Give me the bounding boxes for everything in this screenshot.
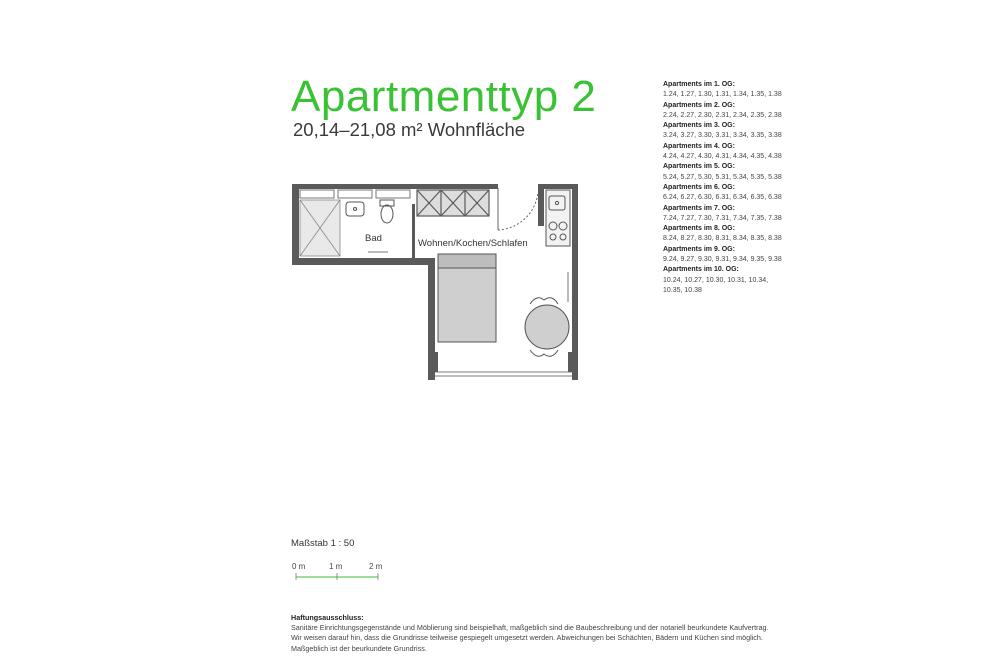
apartment-group-numbers: 3.24, 3.27, 3.30, 3.31, 3.34, 3.35, 3.38 xyxy=(663,132,782,140)
apartment-group-heading: Apartments im 7. OG: xyxy=(663,204,735,212)
wall-top-left xyxy=(292,184,498,189)
apartment-group-heading: Apartments im 4. OG: xyxy=(663,142,735,150)
wardrobe xyxy=(417,190,489,216)
apartment-group-numbers: 8.24, 8.27, 8.30, 8.31, 8.34, 8.35, 8.38 xyxy=(663,235,782,243)
window-bottom xyxy=(435,372,572,376)
shower xyxy=(300,200,340,256)
apartment-group-numbers: 10.24, 10.27, 10.30, 10.31, 10.34, 10.35, 10.38 xyxy=(663,276,769,294)
apartment-group-heading: Apartments im 2. OG: xyxy=(663,101,735,109)
kitchenette xyxy=(546,190,570,246)
toilet xyxy=(380,200,394,223)
bed xyxy=(438,254,496,342)
living-area-subtitle: 20,14–21,08 m² Wohnfläche xyxy=(293,119,526,140)
apartment-group-heading: Apartments im 8. OG: xyxy=(663,225,735,233)
window-jamb-right xyxy=(568,352,576,372)
apartment-group-heading: Apartments im 9. OG: xyxy=(663,245,735,253)
page-title: Apartmenttyp 2 xyxy=(291,72,597,121)
apartment-group xyxy=(663,224,788,245)
scale-bar xyxy=(292,561,392,583)
disclaimer-text: Sanitäre Einrichtungsgegenstände und Möblierung sind beispielhaft, maßgeblich sind die Baubeschreibung und der notariell beurkundete Kaufvertrag. Wir weisen darauf hin, dass die Grundrisse teilweise gespiegelt umgesetzt werden. Abweichungen bei Schächten, Bädern und Küchen sind möglich. Maßgeblich ist der beurkundete Grundriss. xyxy=(291,623,769,653)
apartment-group-numbers: 1.24, 1.27, 1.30, 1.31, 1.34, 1.35, 1.38 xyxy=(663,91,782,99)
apartment-group xyxy=(663,162,788,183)
apartment-group-numbers: 9.24, 9.27, 9.30, 9.31, 9.34, 9.35, 9.38 xyxy=(663,256,782,264)
dining-table xyxy=(525,305,569,349)
scale-tick-1: 1 m xyxy=(329,562,343,571)
apartment-list xyxy=(663,80,788,296)
floor-plan xyxy=(290,182,590,382)
apartment-group-heading: Apartments im 3. OG: xyxy=(663,122,735,130)
apartment-group xyxy=(663,121,788,142)
apartment-group xyxy=(663,142,788,163)
apartment-group-heading: Apartments im 6. OG: xyxy=(663,183,735,191)
apartment-group xyxy=(663,101,788,122)
disclaimer-heading: Haftungsausschluss: xyxy=(291,613,364,622)
apartment-group xyxy=(663,245,788,266)
apartment-group-heading: Apartments im 10. OG: xyxy=(663,266,739,274)
scale-tick-2: 2 m xyxy=(369,562,383,571)
window-jamb-left xyxy=(430,352,438,372)
disclaimer xyxy=(291,613,771,654)
scale-label: Maßstab 1 : 50 xyxy=(291,538,355,549)
apartment-group-numbers: 7.24, 7.27, 7.30, 7.31, 7.34, 7.35, 7.38 xyxy=(663,214,782,222)
apartment-group xyxy=(663,265,788,296)
wall-door-stub xyxy=(538,184,544,226)
apartment-group-numbers: 2.24, 2.27, 2.30, 2.31, 2.34, 2.35, 2.38 xyxy=(663,111,782,119)
room-label-bath: Bad xyxy=(365,233,382,244)
apartment-group xyxy=(663,183,788,204)
upper-shelf xyxy=(300,190,410,198)
apartment-group xyxy=(663,204,788,225)
apartment-group-numbers: 6.24, 6.27, 6.30, 6.31, 6.34, 6.35, 6.38 xyxy=(663,194,782,202)
apartment-group xyxy=(663,80,788,101)
apartment-group-numbers: 4.24, 4.27, 4.30, 4.31, 4.34, 4.35, 4.38 xyxy=(663,153,782,161)
wall-right xyxy=(572,184,578,380)
scale-tick-0: 0 m xyxy=(292,562,306,571)
wall-left-bath xyxy=(292,184,299,264)
washbasin xyxy=(346,202,364,216)
apartment-group-heading: Apartments im 1. OG: xyxy=(663,81,735,88)
room-label-living: Wohnen/Kochen/Schlafen xyxy=(418,238,528,249)
apartment-group-heading: Apartments im 5. OG: xyxy=(663,163,735,171)
apartment-group-numbers: 5.24, 5.27, 5.30, 5.31, 5.34, 5.35, 5.38 xyxy=(663,173,782,181)
entrance-door xyxy=(498,188,538,230)
wall-bath-partition xyxy=(412,204,415,260)
